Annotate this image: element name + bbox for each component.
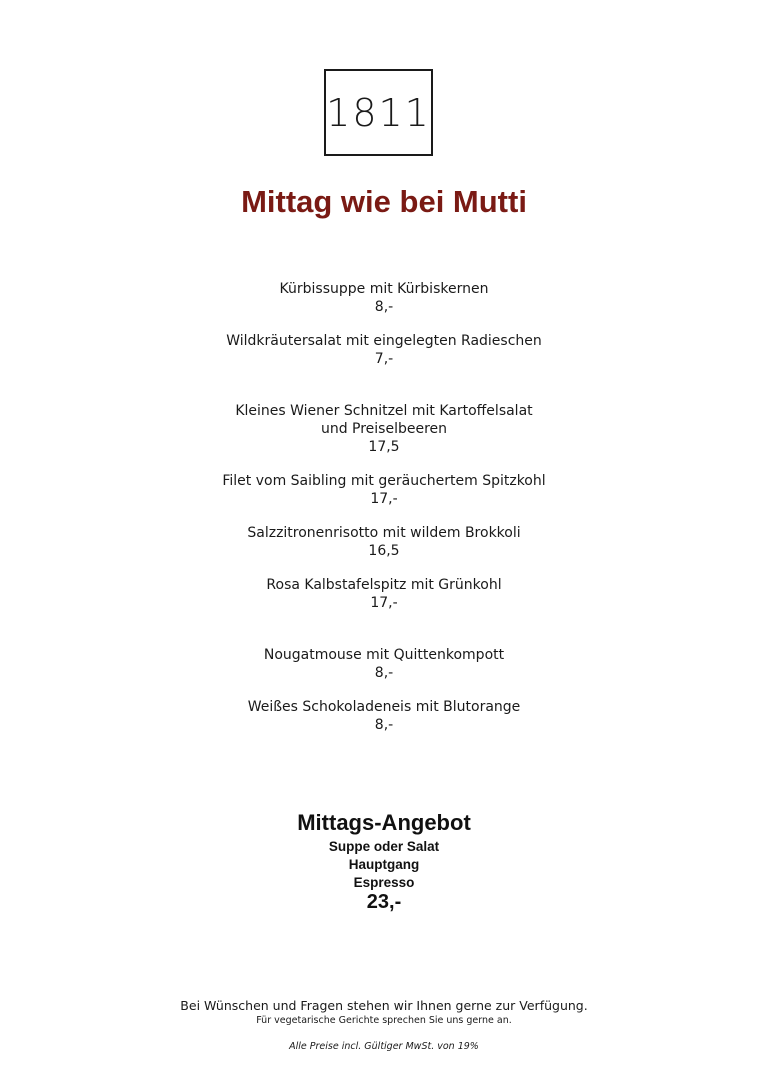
dish-price: 17,- [370,595,398,611]
dish-name: Kürbissuppe mit Kürbiskernen [279,281,489,297]
footer-price-note: Alle Preise incl. Gültiger MwSt. von 19% [289,1041,479,1052]
offer-price: 23,- [366,891,402,913]
offer-item: Espresso [353,875,415,890]
offer-item: Suppe oder Salat [328,839,440,854]
dish-name: Kleines Wiener Schnitzel mit Kartoffelsalat [235,403,533,419]
dish-name: Salzzitronenrisotto mit wildem Brokkoli [247,525,521,541]
offer-title: Mittags-Angebot [297,810,471,835]
dish-name: Wildkräutersalat mit eingelegten Radieschen [226,333,542,349]
dish-item [0,332,768,368]
dish-price: 8,- [374,299,394,315]
dish-item [0,524,768,560]
logo-text: 1811 [326,90,431,135]
dish-item [0,698,768,734]
footer-main-text: Bei Wünschen und Fragen stehen wir Ihnen gerne zur Verfügung. [180,998,588,1013]
dish-price: 16,5 [368,543,400,559]
dish-price: 17,5 [368,439,400,455]
footer-sub-text: Für vegetarische Gerichte sprechen Sie uns gerne an. [256,1015,512,1026]
logo-1811 [324,69,433,156]
dish-name: Weißes Schokoladeneis mit Blutorange [247,699,521,715]
dish-item [0,576,768,612]
dish-name: Rosa Kalbstafelspitz mit Grünkohl [266,577,502,593]
dish-item [0,402,768,456]
dish-item [0,646,768,682]
dish-item [0,472,768,508]
dish-name: Filet vom Saibling mit geräuchertem Spitzkohl [222,473,546,489]
offer-item: Hauptgang [348,857,420,872]
menu-title: Mittag wie bei Mutti [241,184,527,219]
dish-name-continued: und Preiselbeeren [320,421,448,437]
dish-price: 8,- [374,665,394,681]
offer-items [0,838,768,892]
dish-price: 17,- [370,491,398,507]
dish-price: 7,- [374,351,394,367]
dish-name: Nougatmouse mit Quittenkompott [263,647,505,663]
dish-price: 8,- [374,717,394,733]
dish-item [0,280,768,316]
